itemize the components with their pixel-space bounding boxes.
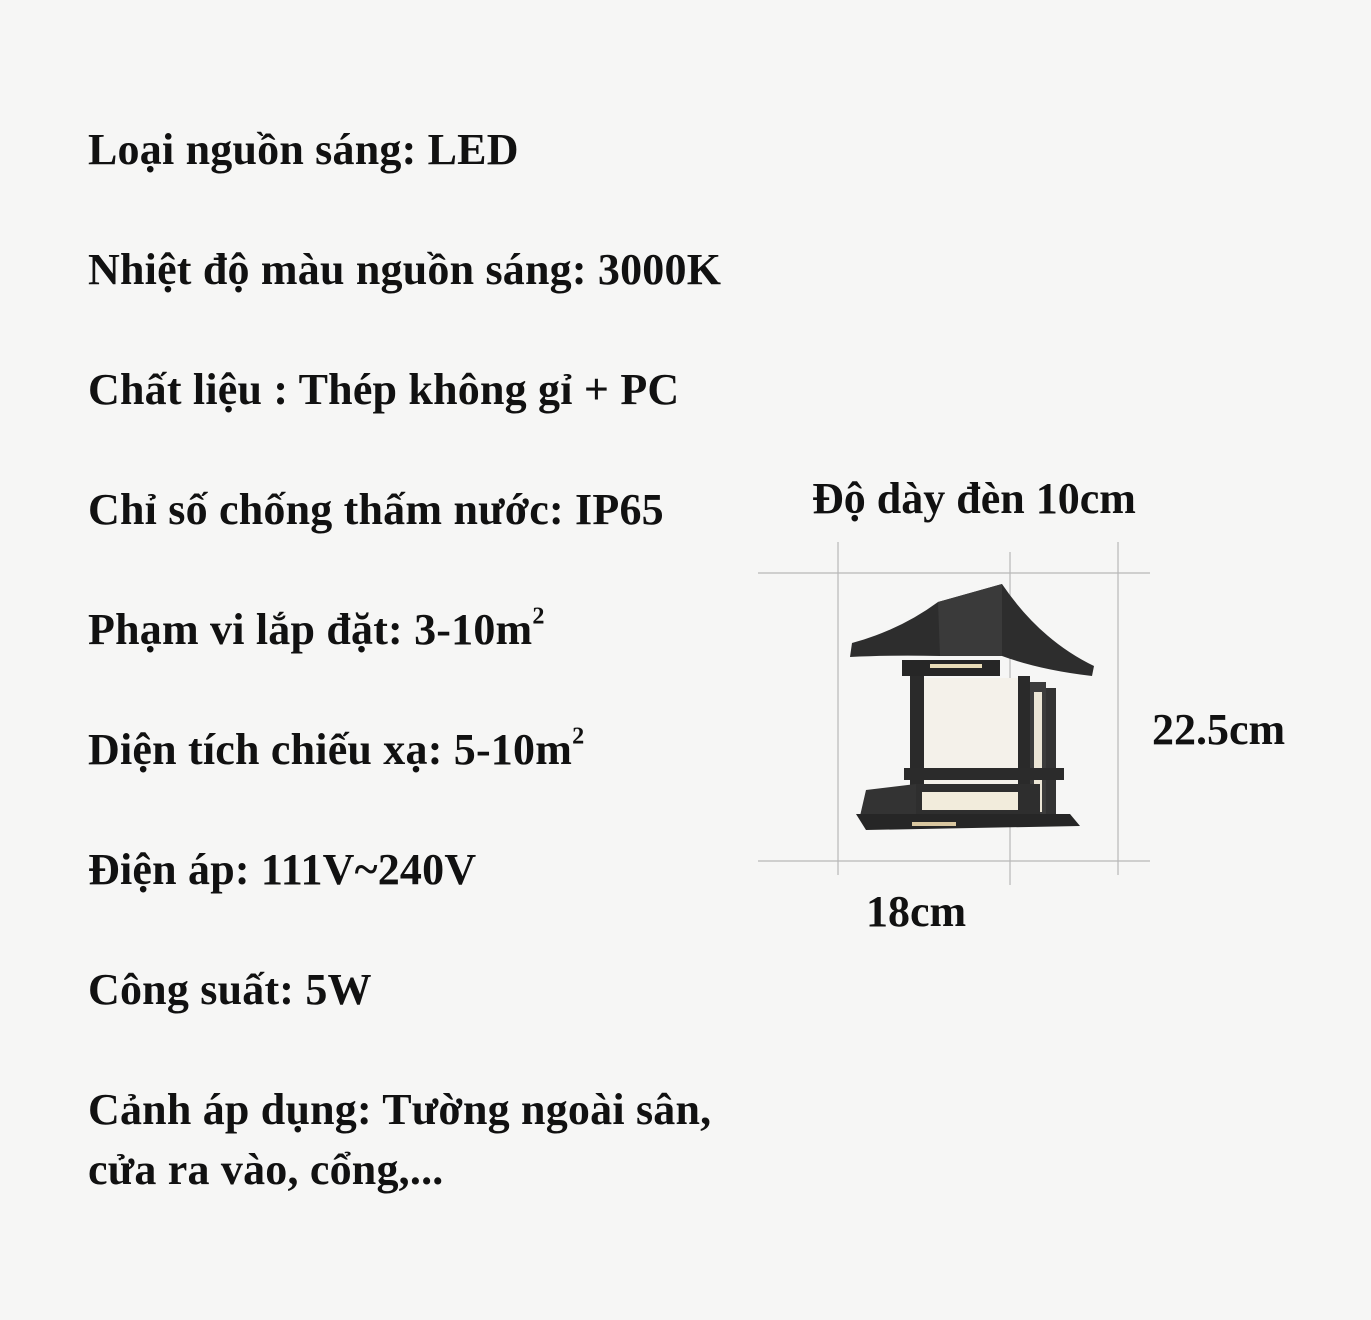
lamp-pillar-back [1046, 688, 1056, 818]
spec-power: Công suất: 5W [88, 965, 372, 1014]
lamp-tray-glow [922, 792, 1018, 810]
lamp-base-glow [912, 822, 956, 826]
spec-waterproof: Chỉ số chống thấm nước: IP65 [88, 485, 664, 534]
spec-color-temperature: Nhiệt độ màu nguồn sáng: 3000K [88, 245, 722, 294]
lamp-illustration [850, 584, 1094, 830]
height-label: 22.5cm [1152, 705, 1286, 754]
spec-irradiation-area: Diện tích chiếu xạ: $5-10m^2$ [88, 722, 585, 774]
lamp-base-plate [856, 814, 1080, 830]
thickness-label: Độ dày đèn 10cm [812, 474, 1136, 523]
spec-install-range: Phạm vi lắp đặt: $3-10m^2$ [88, 602, 545, 654]
width-label: 18cm [866, 887, 967, 936]
lamp-rail [904, 768, 1064, 780]
lamp-figure [740, 530, 1170, 890]
spec-material: Chất liệu : Thép không gỉ + PC [88, 365, 680, 414]
lamp-roof-side [938, 584, 1002, 656]
lamp-tray-front [860, 784, 916, 816]
spec-voltage: Điện áp: 111V~240V [88, 845, 477, 894]
spec-light-source: Loại nguồn sáng: LED [88, 125, 519, 174]
lamp-lintel-glow [930, 664, 982, 668]
spec-application: Cảnh áp dụng: Tường ngoài sân, cửa ra vào, cổng,... [88, 1085, 712, 1194]
